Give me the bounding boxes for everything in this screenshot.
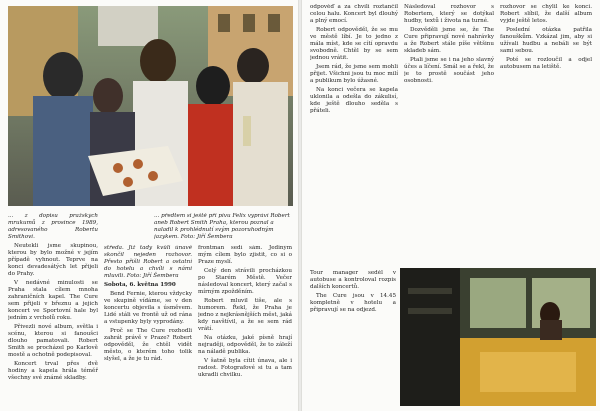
bus-photo xyxy=(400,268,596,406)
paragraph: V šatně byla cítit únava, ale i radost. Fotografové si tu a tam ukradli chvilku. xyxy=(198,358,292,378)
paragraph: V nedávné minulosti se Praha stala cílem mnoha zahraničních kapel. The Cure sem přijeli v březnu a jejich koncert ve Sportovní hale byl jedním z vrcholů roku. xyxy=(8,280,98,321)
paragraph: Robert mluvil tiše, ale s humorem. Řekl, že Praha je jedno z nejkrásnějších měst, jaká kdy navštívil, a že se sem rád vrátí. xyxy=(198,298,292,332)
paragraph: Ptali jsme se i na jeho slavný účes a líčení. Smál se a řekl, že je to prostě součást jeho osobnosti. xyxy=(404,57,494,84)
paragraph: Následoval rozhovor s Robertem, který se dotýkal hudby, textů i života na turné. xyxy=(404,4,494,24)
right-column-bottom xyxy=(310,270,396,406)
right-page xyxy=(302,0,600,411)
paragraph: The Cure jsou v 14.45 kompletně v hotelu a připravují se na odjezd. xyxy=(310,293,396,313)
photo-caption: ... předtem si ještě při pivu Felix vypráví Robert aneb Robert Smith Praha, kterou poznal a naladil k prohlédnutí svým pozoruhodným jazykem. Foto: Jiří Šembera xyxy=(154,213,290,240)
bus-photo-image xyxy=(400,268,596,406)
left-column-3 xyxy=(198,245,292,408)
paragraph: Na otázku, jaké písně hrají nejraději, odpověděl, že to záleží na náladě publika. xyxy=(198,335,292,355)
left-column-2 xyxy=(104,245,192,408)
crowd-photo-image xyxy=(8,6,293,206)
paragraph: Dozvěděli jsme se, že The Cure připravují nové nahrávky a že Robert stále píše většinu skladeb sám. xyxy=(404,27,494,54)
right-column-3 xyxy=(500,4,592,266)
paragraph: rozhovor se chýlil ke konci. Robert slíbil, že další album vyjde ještě letos. xyxy=(500,4,592,24)
crowd-photo xyxy=(8,6,293,206)
paragraph: Přivezli nové album, světla i scénu, kterou si fanoušci dlouho pamatovali. Robert Smith se procházel po Karlově mostě a ochotně podepisoval. xyxy=(8,324,98,358)
date-heading: Sobota, 6. května 1990 xyxy=(104,282,176,288)
paragraph: Jsem rád, že jsme sem mohli přijet. Všichni jsou tu moc milí a publikum bylo úžasné. xyxy=(310,64,398,84)
right-column-1 xyxy=(310,4,398,266)
paragraph: středa. Již tady kvůli únavě skončil nejeden rozhovor. Přesto přišli Robert a ostatní do hotelu a chvíli s námi mluvili. Foto: Jiří Šembera xyxy=(104,245,192,279)
paragraph: Poté se rozloučil a odjel autobusem na letiště. xyxy=(500,57,592,70)
paragraph: Na konci večera se kapela uklonila a odešla do zákulisí, kde ještě dlouho seděla s přáteli. xyxy=(310,87,398,114)
paragraph: Neutekli jsme skupinou, kterou by bylo možné v jejím případě vyhnout. Teprve na konci devadesátých let přijeli do Prahy. xyxy=(8,243,98,277)
paragraph: Bend Fernie, kterou vždycky ve skupině vídáme, se v den koncertu objevila s úsměvem. Lidé stáli ve frontě už od rána a vstupenky byly vyprodány. xyxy=(104,291,192,325)
paragraph: Celý den strávili procházkou po Starém Městě. Večer následoval koncert, který začal s mírným zpožděním. xyxy=(198,268,292,295)
paragraph: Robert odpověděl, že se mu ve městě líbí. Je to jedno z mála míst, kde se cítí opravdu svobodně. Chtěl by se sem jednou vrátit. xyxy=(310,27,398,61)
paragraph: Proč se The Cure rozhodli zahrát právě v Praze? Robert odpověděl, že chtěl vidět město, o kterém toho tolik slyšel, a že je tu rád. xyxy=(104,328,192,362)
left-column-1 xyxy=(8,213,98,408)
paragraph: odpověď a za chvíli roztančil celou halu. Koncert byl dlouhý a plný emocí. xyxy=(310,4,398,24)
paragraph: Poslední otázka patřila fanouškům. Vzkázal jim, aby si užívali hudbu a nebáli se být sami sebou. xyxy=(500,27,592,54)
paragraph: Tour manager seděl v autobuse a kontroloval rozpis dalších koncertů. xyxy=(310,270,396,290)
left-page xyxy=(0,0,298,411)
paragraph: frontman sedí sám. Jediným mým cílem bylo zjistit, co si o Praze myslí. xyxy=(198,245,292,265)
paragraph: ... z dopisu pražských mrukumů z prosince 1989, adresovaného Robertu Smithovi. xyxy=(8,213,98,240)
paragraph: Koncert trval přes dvě hodiny a kapela hrála téměř všechny své známé skladby. xyxy=(8,361,98,381)
right-column-2 xyxy=(404,4,494,266)
